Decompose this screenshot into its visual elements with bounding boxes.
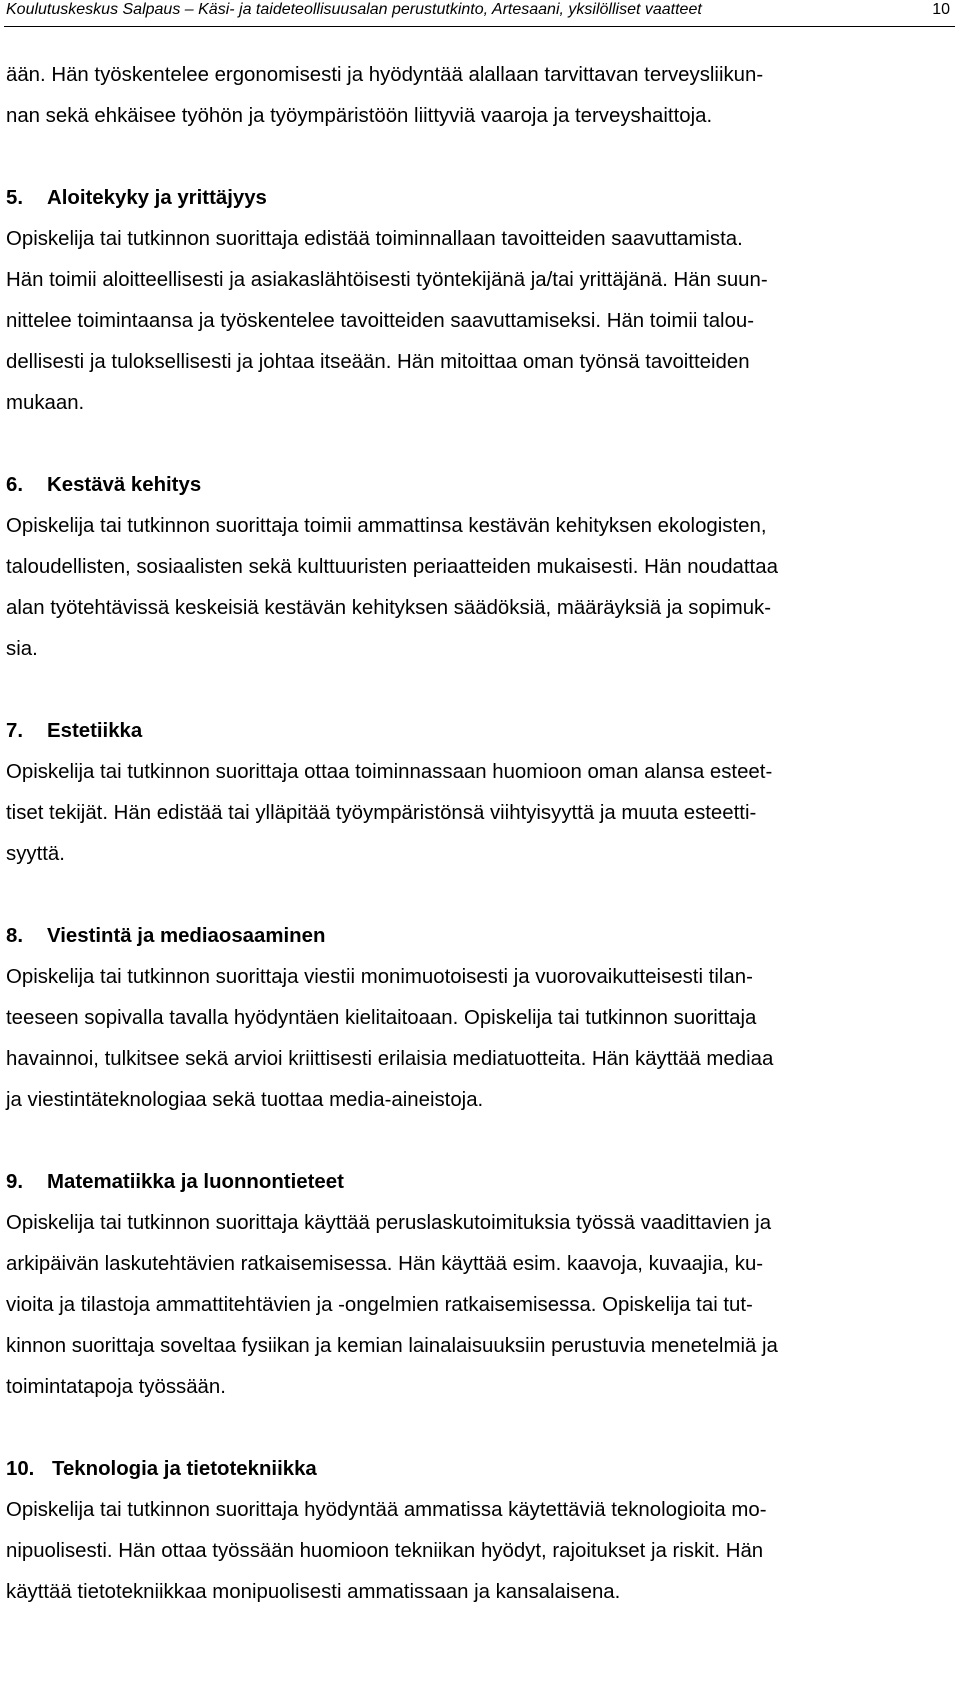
text-line: kinnon suorittaja soveltaa fysiikan ja kemian lainalaisuuksiin perustuvia menetelmiä ja — [6, 1335, 778, 1357]
section-title: Estetiikka — [47, 720, 143, 742]
text-line: Opiskelija tai tutkinnon suorittaja hyödyntää ammatissa käytettäviä teknologioita mo- — [6, 1499, 767, 1521]
text-line: mukaan. — [6, 392, 85, 414]
text-line: vioita ja tilastoja ammattitehtävien ja -ongelmien ratkaisemisessa. Opiskelija tai tut- — [6, 1294, 753, 1316]
section-title: Teknologia ja tietotekniikka — [52, 1458, 317, 1480]
text-line: ja viestintäteknologiaa sekä tuottaa media-aineistoja. — [6, 1089, 484, 1111]
section-number: 10. — [6, 1458, 35, 1480]
section-heading — [6, 916, 958, 957]
text-line: toimintatapoja työssään. — [6, 1376, 226, 1398]
header-title: Koulutuskeskus Salpaus – Käsi- ja taideteollisuusalan perustutkinto, Artesaani, yksilölliset vaatteet — [6, 1, 702, 18]
section-heading — [6, 1162, 958, 1203]
section-number: 9. — [6, 1171, 24, 1193]
section-title: Viestintä ja mediaosaaminen — [47, 925, 326, 947]
section-heading — [6, 178, 958, 219]
section-7 — [6, 711, 958, 875]
section-title: Kestävä kehitys — [47, 474, 202, 496]
section-number: 5. — [6, 187, 24, 209]
text-line: alan työtehtävissä keskeisiä kestävän kehityksen säädöksiä, määräyksiä ja sopimuk- — [6, 597, 772, 619]
text-line: käyttää tietotekniikkaa monipuolisesti ammatissaan ja kansalaisena. — [6, 1581, 621, 1603]
text-line: nittelee toimintaansa ja työskentelee tavoitteiden saavuttamiseksi. Hän toimii talou- — [6, 310, 755, 332]
text-line: Opiskelija tai tutkinnon suorittaja toimii ammattinsa kestävän kehityksen ekologisten, — [6, 515, 767, 537]
text-line: Hän toimii aloitteellisesti ja asiakaslähtöisesti työntekijänä ja/tai yrittäjänä. Hän suun- — [6, 269, 768, 291]
text-line: sia. — [6, 638, 38, 660]
text-line: tiset tekijät. Hän edistää tai ylläpitää työympäristönsä viihtyisyyttä ja muuta esteetti- — [6, 802, 757, 824]
text-line: Opiskelija tai tutkinnon suorittaja ottaa toiminnassaan huomioon oman alansa esteet- — [6, 761, 773, 783]
page-header — [6, 0, 950, 24]
section-8 — [6, 916, 958, 1121]
text-line: nipuolisesti. Hän ottaa työssään huomioon tekniikan hyödyt, rajoitukset ja riskit. Hän — [6, 1540, 764, 1562]
text-line: taloudellisten, sosiaalisten sekä kulttuuristen periaatteiden mukaisesti. Hän noudattaa — [6, 556, 778, 578]
text-line: Opiskelija tai tutkinnon suorittaja viestii monimuotoisesti ja vuorovaikutteisesti tilan- — [6, 966, 753, 988]
section-10 — [6, 1449, 958, 1613]
text-line: Opiskelija tai tutkinnon suorittaja käyttää peruslaskutoimituksia työssä vaadittavien ja — [6, 1212, 772, 1234]
section-6 — [6, 465, 958, 670]
text-line: arkipäivän laskutehtävien ratkaisemisessa. Hän käyttää esim. kaavoja, kuvaajia, ku- — [6, 1253, 764, 1275]
page-number: 10 — [932, 1, 950, 18]
text-line: syyttä. — [6, 843, 65, 865]
section-heading — [6, 711, 958, 752]
text-line: Opiskelija tai tutkinnon suorittaja edistää toiminnallaan tavoitteiden saavuttamista. — [6, 228, 743, 250]
text-line: havainnoi, tulkitsee sekä arvioi kriittisesti erilaisia mediatuotteita. Hän käyttää mediaa — [6, 1048, 774, 1070]
body-text — [6, 55, 958, 1613]
text-line: ään. Hän työskentelee ergonomisesti ja hyödyntää alallaan tarvittavan terveysliikun- — [6, 64, 764, 86]
text-line: dellisesti ja tuloksellisesti ja johtaa itseään. Hän mitoittaa oman työnsä tavoitteiden — [6, 351, 750, 373]
text-line: nan sekä ehkäisee työhön ja työympäristöön liittyviä vaaroja ja terveyshaittoja. — [6, 105, 713, 127]
text-line: teeseen sopivalla tavalla hyödyntäen kielitaitoaan. Opiskelija tai tutkinnon suorittaja — [6, 1007, 757, 1029]
section-5 — [6, 178, 958, 424]
section-number: 7. — [6, 720, 24, 742]
section-9 — [6, 1162, 958, 1408]
section-heading — [6, 465, 958, 506]
section-number: 8. — [6, 925, 24, 947]
section-heading — [6, 1449, 958, 1490]
section-number: 6. — [6, 474, 24, 496]
intro-paragraph — [6, 55, 958, 137]
header-rule — [4, 26, 955, 27]
section-title: Aloitekyky ja yrittäjyys — [47, 187, 267, 209]
section-title: Matematiikka ja luonnontieteet — [47, 1171, 344, 1193]
